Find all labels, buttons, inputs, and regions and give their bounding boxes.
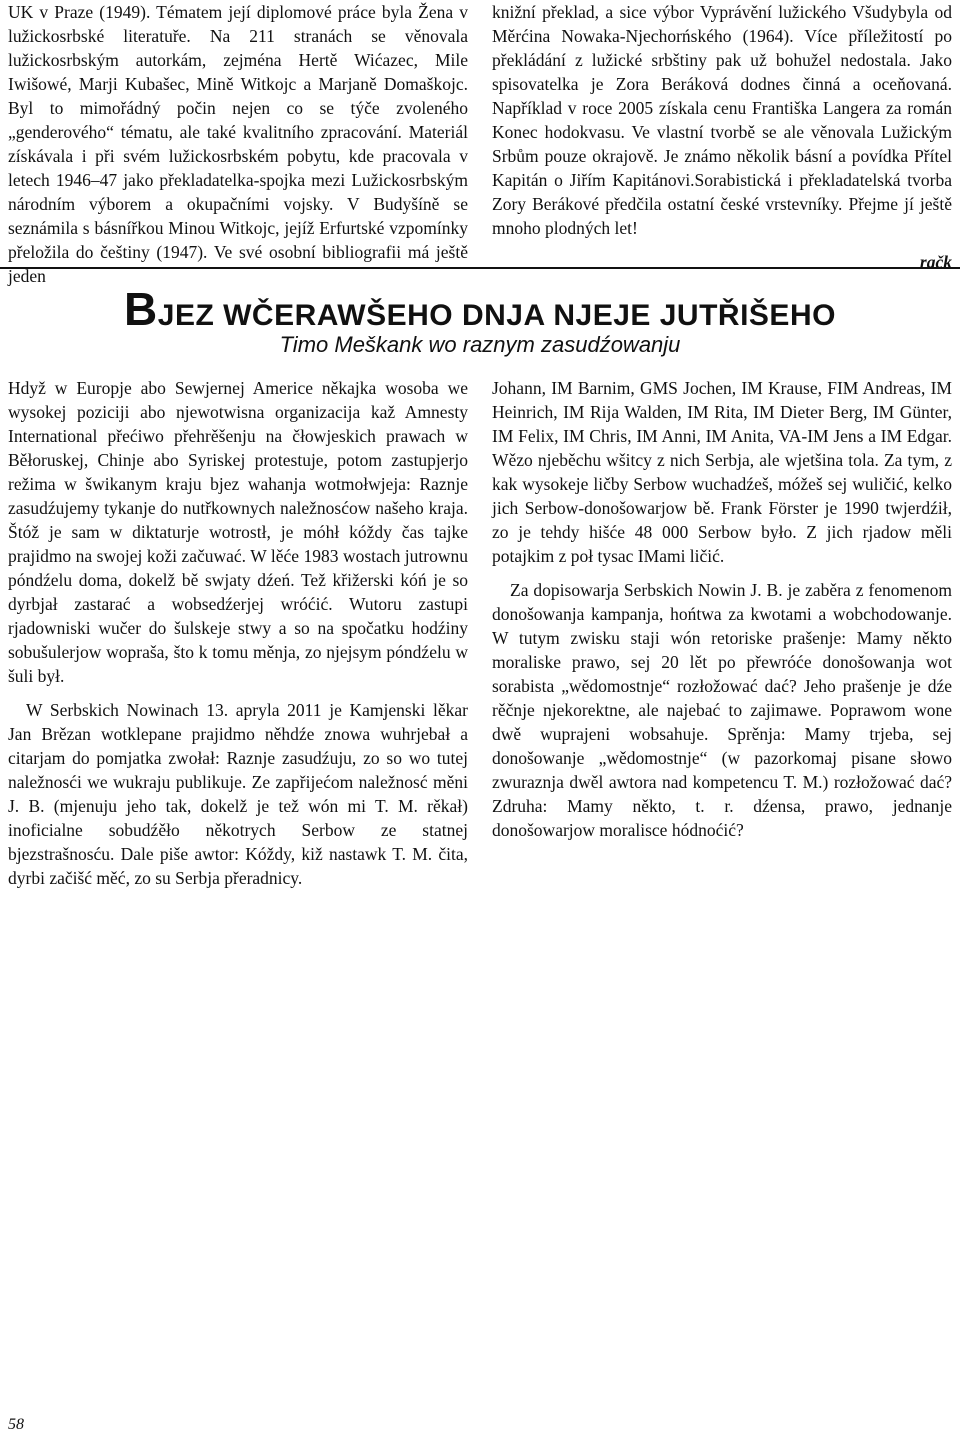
top-right-paragraph: knižní překlad, a sice výbor Vyprávění lužického Všudybyla od Měrćina Nowaka-Njechorńského (1964). Více příležitostí po překládání z lužické srbštiny pak už bohužel nedostala. Jako spisovatelka je Zora Beráková dodnes činná a oceňovaná. Například v roce 2005 získala cenu Františka Langera za román Konec hodokvasu. Ve vlastní tvorbě se ale věnovala Lužickým Srbům pouze okrajově. Je známo několik básní a povídka Přítel Kapitán o Jiřím Kapitánovi.Sorabistická i překladatelská tvorba Zory Berákové předčila ostatní české vrstevníky. Přejme jí ještě mnoho plodných let! (492, 2, 952, 238)
bottom-right-paragraph-1: Johann, IM Barnim, GMS Jochen, IM Krause, FIM Andreas, IM Heinrich, IM Rija Walden, IM Rita, IM Dieter Berg, IM Günter, IM Felix, IM Chris, IM Anni, IM Anita, VA-IM Jens a IM Edgar. Wězo njeběchu wšitcy z nich Serbja, ale wjetšina tola. Za tym, z kak wysokeje ličby Serbow wuchadźeš, móžeš sej wuličić, kelko jich Serbow-donošowarjow bě. Frank Förster je 1990 twjerdźił, zo je tehdy hišće 48 000 Serbow było. Z jich rjadow měli potajkim z poł tysac IMami ličić. (492, 378, 952, 566)
bottom-left-paragraph-2: W Serbskich Nowinach 13. apryla 2011 je Kamjenski lěkar Jan Brězan wotklepane prajidmo něhdźe znowa wuhrjebał a citarjam do pomjatka zwołał: Raznje zasudźuju, zo so wo tutej naležnosći we wukraju publikuje. Ze zapřijećom naležnosć měni J. B. (mjenuju jeho tak, dokelž je tež wón mi T. M. rěkał) inoficialne sobudźěło někotrych Serbow ze statnej bjezstrašnosću. Dale piše awtor: Kóždy, kiž nastawk T. M. čita, dyrbi začišć měć, zo su Serbja přeradnicy. (8, 700, 468, 888)
bottom-left-column (8, 376, 468, 900)
bottom-right-column (492, 376, 952, 852)
top-left-column (8, 0, 468, 298)
headline-initial: B (124, 283, 158, 335)
section-divider (0, 267, 960, 269)
top-right-column (492, 0, 952, 274)
top-left-paragraph: UK v Praze (1949). Tématem její diplomové práce byla Žena v lužickosrbské literatuře. Na 211 stranách se věnovala lužickosrbským autorkám, zejména Hertě Wićazec, Mile Iwišowé, Marji Kubašec, Mině Witkojc a Marjaně Domaškojc. Byl to mimořádný počin nejen co se týče zvoleného „genderového“ tématu, ale také kvalitního zpracování. Materiál získávala i při svém lužickosrbském pobytu, kde pracovala v letech 1946–47 jako překladatelka-spojka mezi Lužickosrbským národním výborem a okupačními vojsky. V Budyšíně se seznámila s básnířkou Minou Witkojc, jejíž Erfurtské vzpomínky přeložila do češtiny (1947). Ve své osobní bibliografii má ještě jeden (8, 2, 468, 286)
headline-rest: JEZ WČERAWŠEHO DNJA NJEJE JUTŘIŠEHO (157, 299, 836, 332)
bottom-right-paragraph-2: Za dopisowarja Serbskich Nowin J. B. je zaběra z fenomenom donošowanja kampanja, hońtwa za kwotami a wobchodowanje. W tutym zwisku staji wón retoriske prašenje: Mamy někto moraliske prawo, sej 20 lět po přewróće donošowanja wot sorabista „wědomostnje“ rozłožować dać? Jeho prašenje je dźe rěčnje njekorektne, ale najebać to zajimawe. Poprawom wone dwě wuprajeni wobsahuje. Sprěnja: Mamy trjeba, sej donošowanje „wědomostnje“ (w pazorkomaj pisane słowo zwuraznja dwěl awtora nad kompetencu T. M.) rozłožować dać? Zdruha: Mamy někto, t. r. dźensa, prawo, jednanje donošowarjow moralisce hódnoćić? (492, 580, 952, 840)
page-number: 58 (8, 1416, 24, 1433)
bottom-left-paragraph-1: Hdyž w Europje abo Sewjernej Americe někajka wosoba we wysokej poziciji abo njewotwisna organizacija kaž Amnesty International přećiwo přehrěšenju na čłowjeskich prawach w Běłoruskej, Chinje abo Syriskej protestuje, potom zastupjerjo režima w šwikanym kraju bjez wahanja wotmołwjeja: Raznje zasudźujemy tykanje do nutřkownych naležnosćow našeho kraja. Štóž je sam w diktaturje wotrostł, je móhł kóždy čas tajke prajidmo na swojej koži začuwać. W lěće 1983 wostach jutrownu póndźelu doma, dokelž bě swjaty dźeń. Tež křižerski kóń je so dyrbjał zastarać a wobsedźerjej wróćić. Wutoru zastupi rjadowniski wučer do šulskeje stwy a so na spočatku hodźiny sobušulerjow wopraša, što k tomu měnja, zo njejsym póndźelu w šuli był. (8, 378, 468, 686)
author-signature: račk (919, 252, 952, 272)
article-subtitle: Timo Meškank wo raznym zasudźowanju (279, 332, 681, 357)
article-headline (0, 282, 960, 336)
